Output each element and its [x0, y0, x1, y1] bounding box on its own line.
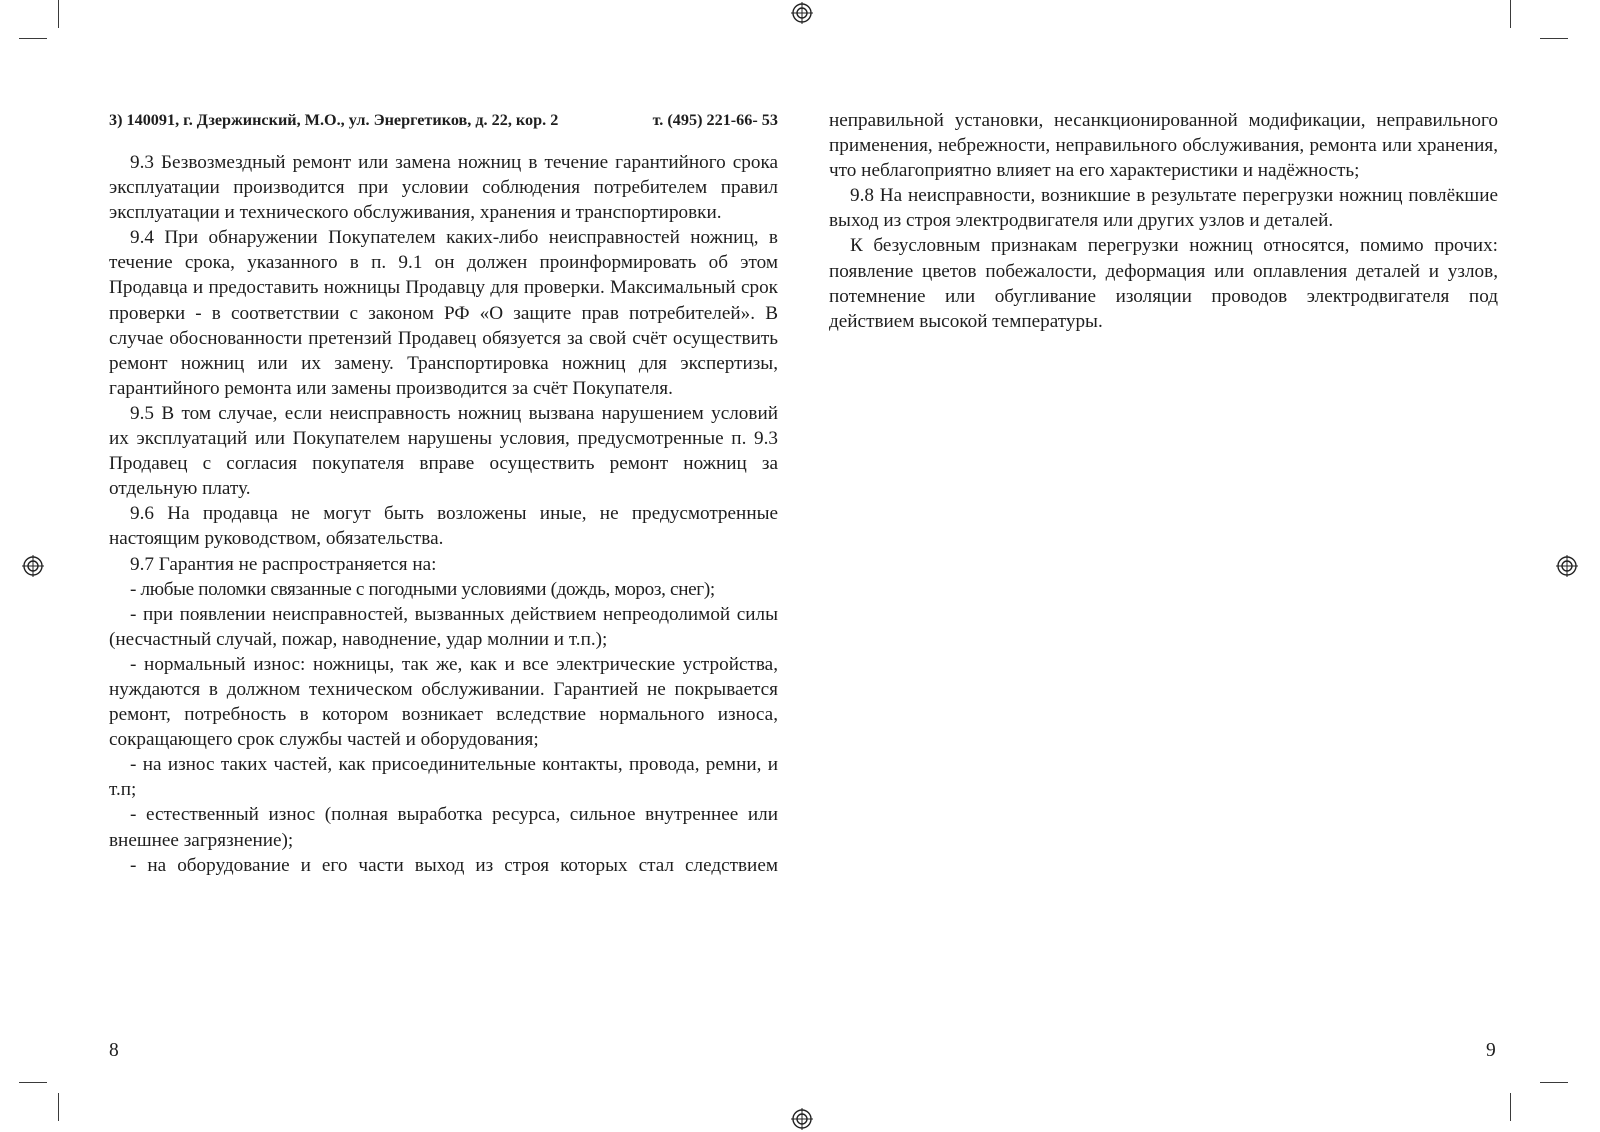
- registration-mark-icon: [791, 2, 813, 24]
- paragraph-overload-signs: К безусловным признакам перегрузки ножниц относятся, помимо прочих: появление цветов побежалости, деформация или оплавления деталей и узлов, потемнение или обугливание изоляции проводов электродвигателя под действием высокой температуры.: [829, 235, 1498, 332]
- paragraph-9-7: 9.7 Гарантия не распространяется на:: [130, 553, 437, 575]
- paragraph-9-8: 9.8 На неисправности, возникшие в результате перегрузки ножниц повлёкшие выход из строя электродвигателя или других узлов и деталей.: [829, 185, 1498, 232]
- list-item-normal-wear: - нормальный износ: ножницы, так же, как и все электрические устройства, нуждаются в должном техническом обслуживании. Гарантией не покрывается ремонт, потребность в котором возникает вследствие нормального износа, сокращающего срок службы частей и оборудования;: [109, 653, 778, 751]
- list-item-weather: - любые поломки связанные с погодными условиями (дождь, мороз, снег);: [130, 578, 715, 600]
- page-number-right: 9: [1486, 1040, 1496, 1061]
- crop-mark: [58, 0, 59, 28]
- list-item-parts-wear: - на износ таких частей, как присоединительные контакты, провода, ремни, и т.п;: [109, 754, 778, 801]
- paragraph-9-3: 9.3 Безвозмездный ремонт или замена ножниц в течение гарантийного срока эксплуатации производится при условии соблюдения потребителем правил эксплуатации и технического обслуживания, хранения и транспортировки.: [109, 152, 778, 224]
- list-item-force-majeure: - при появлении неисправностей, вызванных действием непреодолимой силы (несчастный случай, пожар, наводнение, удар молнии и т.п.);: [109, 603, 778, 650]
- service-center-header: [109, 108, 778, 133]
- registration-mark-icon: [791, 1108, 813, 1130]
- header-phone: т. (495) 221-66- 53: [652, 111, 778, 129]
- crop-mark: [19, 1082, 47, 1083]
- header-address: 3) 140091, г. Дзержинский, М.О., ул. Энергетиков, д. 22, кор. 2: [109, 111, 559, 129]
- crop-mark: [1540, 1082, 1568, 1083]
- list-item-natural-wear: - естественный износ (полная выработка ресурса, сильное внутреннее или внешнее загрязнение);: [109, 804, 778, 851]
- crop-mark: [1540, 38, 1568, 39]
- list-item-equipment-failure: - на оборудование и его части выход из строя которых стал следствием: [130, 854, 778, 876]
- crop-mark: [1510, 0, 1511, 28]
- paragraph-9-6: 9.6 На продавца не могут быть возложены иные, не предусмотренные настоящим руководством, обязательства.: [109, 503, 778, 550]
- registration-mark-icon: [1556, 555, 1578, 577]
- crop-mark: [19, 38, 47, 39]
- crop-mark: [58, 1093, 59, 1121]
- crop-mark: [1510, 1093, 1511, 1121]
- paragraph-9-4: 9.4 При обнаружении Покупателем каких-либо неисправностей ножниц, в течение срока, указанного в п. 9.1 он должен проинформировать об этом Продавца и предоставить ножницы Продавцу для проверки. Максимальный срок проверки - в соответствии с законом РФ «О защите прав потребителей». В случае обоснованности претензий Продавец обязуется за свой счёт осуществить ремонт ножниц или их замену. Транспортировка ножниц для экспертизы, гарантийного ремонта или замены производится за счёт Покупателя.: [109, 227, 778, 399]
- left-page-column: [109, 108, 778, 878]
- page-number-left: 8: [109, 1040, 119, 1061]
- registration-mark-icon: [22, 555, 44, 577]
- paragraph-9-5: 9.5 В том случае, если неисправность ножниц вызвана нарушением условий их эксплуатаций или Покупателем нарушены условия, предусмотренные п. 9.3 Продавец с согласия покупателя вправе осуществить ремонт ножниц за отдельную плату.: [109, 402, 778, 500]
- right-page-column: [829, 108, 1498, 334]
- paragraph-continuation: неправильной установки, несанкционированной модификации, неправильного применения, небрежности, неправильного обслуживания, ремонта или хранения, что неблагоприятно влияет на его характеристики и надёжность;: [829, 110, 1498, 182]
